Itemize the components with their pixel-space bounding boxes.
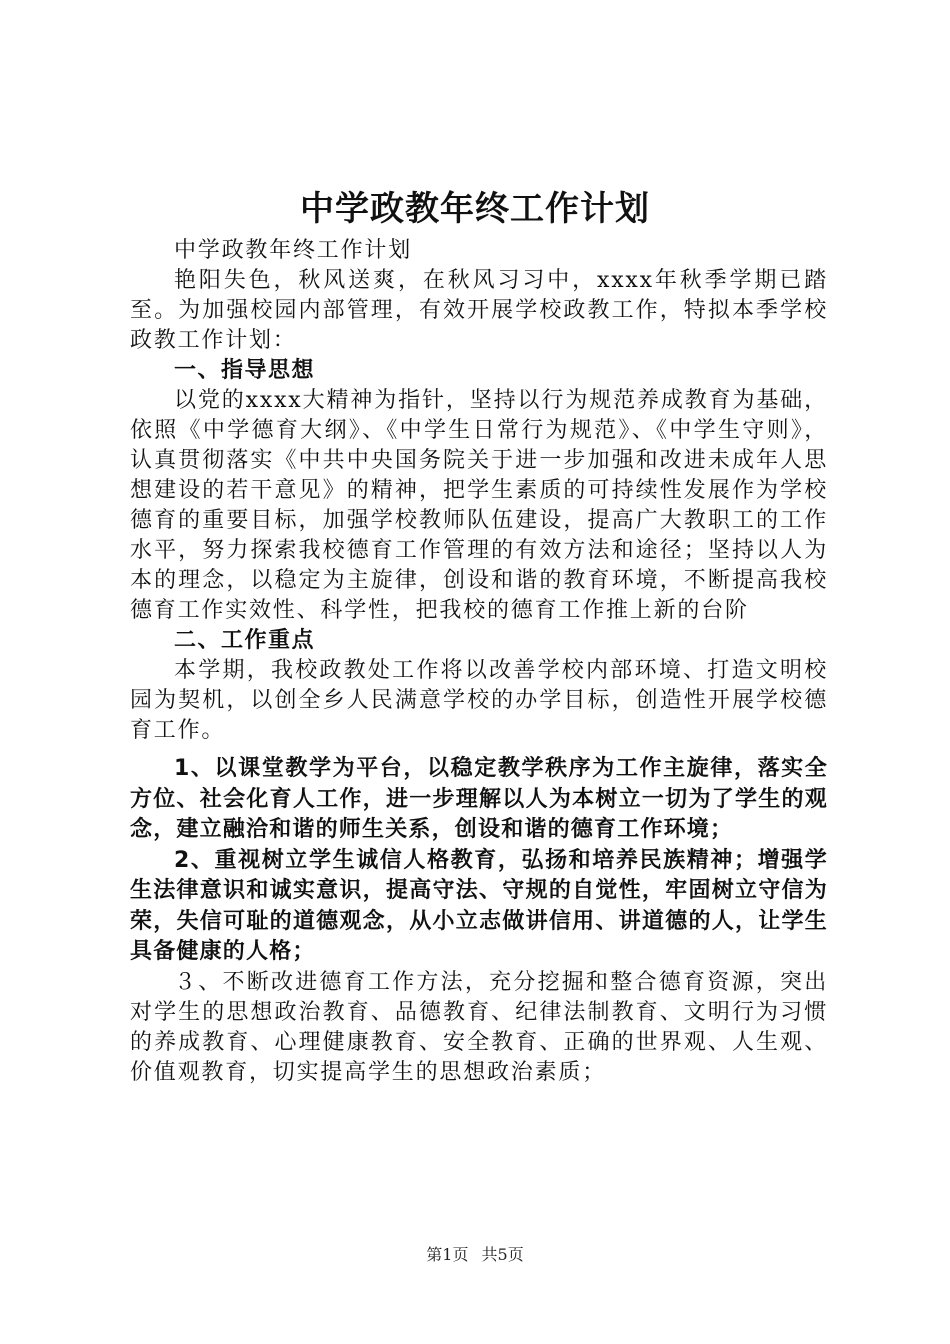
subtitle-paragraph: 中学政教年终工作计划 [174,238,413,263]
document-body [130,236,828,1088]
page-total: 共5页 [481,1245,524,1264]
list-item-2: 2、重视树立学生诚信人格教育，弘扬和培养民族精神；增强学生法律意识和诚实意识，提高守法、守规的自觉性，牢固树立守信为荣，失信可耻的道德观念，从小立志做讲信用、讲道德的人，让学生具备健康的人格； [130,847,828,964]
spacer [130,746,828,754]
section-heading-work-focus: 二、工作重点 [174,628,316,653]
list-item-3: ３、不断改进德育工作方法，充分挖掘和整合德育资源，突出对学生的思想政治教育、品德教育、纪律法制教育、文明行为习惯的养成教育、心理健康教育、安全教育、正确的世界观、人生观、价值观教育，切实提高学生的思想政治素质； [130,969,828,1085]
page-number: 第1页 [426,1245,469,1264]
guiding-ideology-paragraph: 以党的xxxx大精神为指针，坚持以行为规范养成教育为基础，依照《中学德育大纲》、《中学生日常行为规范》、《中学生守则》，认真贯彻落实《中共中央国务院关于进一步加强和改进未成年人思想建设的若干意见》的精神，把学生素质的可持续性发展作为学校德育的重要目标，加强学校教师队伍建设，提高广大教职工的工作水平，努力探索我校德育工作管理的有效方法和途径；坚持以人为本的理念，以稳定为主旋律，创设和谐的教育环境，不断提高我校德育工作实效性、科学性，把我校的德育工作推上新的台阶 [130,388,828,623]
section-heading-guiding-ideology: 一、指导思想 [174,358,316,383]
work-focus-paragraph: 本学期，我校政教处工作将以改善学校内部环境、打造文明校园为契机，以创全乡人民满意学校的办学目标，创造性开展学校德育工作。 [130,658,828,743]
list-item-1: 1、以课堂教学为平台，以稳定教学秩序为工作主旋律，落实全方位、社会化育人工作，进一步理解以人为本树立一切为了学生的观念，建立融洽和谐的师生关系，创设和谐的德育工作环境； [130,756,828,842]
page-footer [0,1244,950,1266]
document-title: 中学政教年终工作计划 [300,189,650,229]
intro-paragraph: 艳阳失色，秋风送爽，在秋风习习中，xxxx年秋季学期已踏至。为加强校园内部管理，有效开展学校政教工作，特拟本季学校政教工作计划： [130,268,828,353]
